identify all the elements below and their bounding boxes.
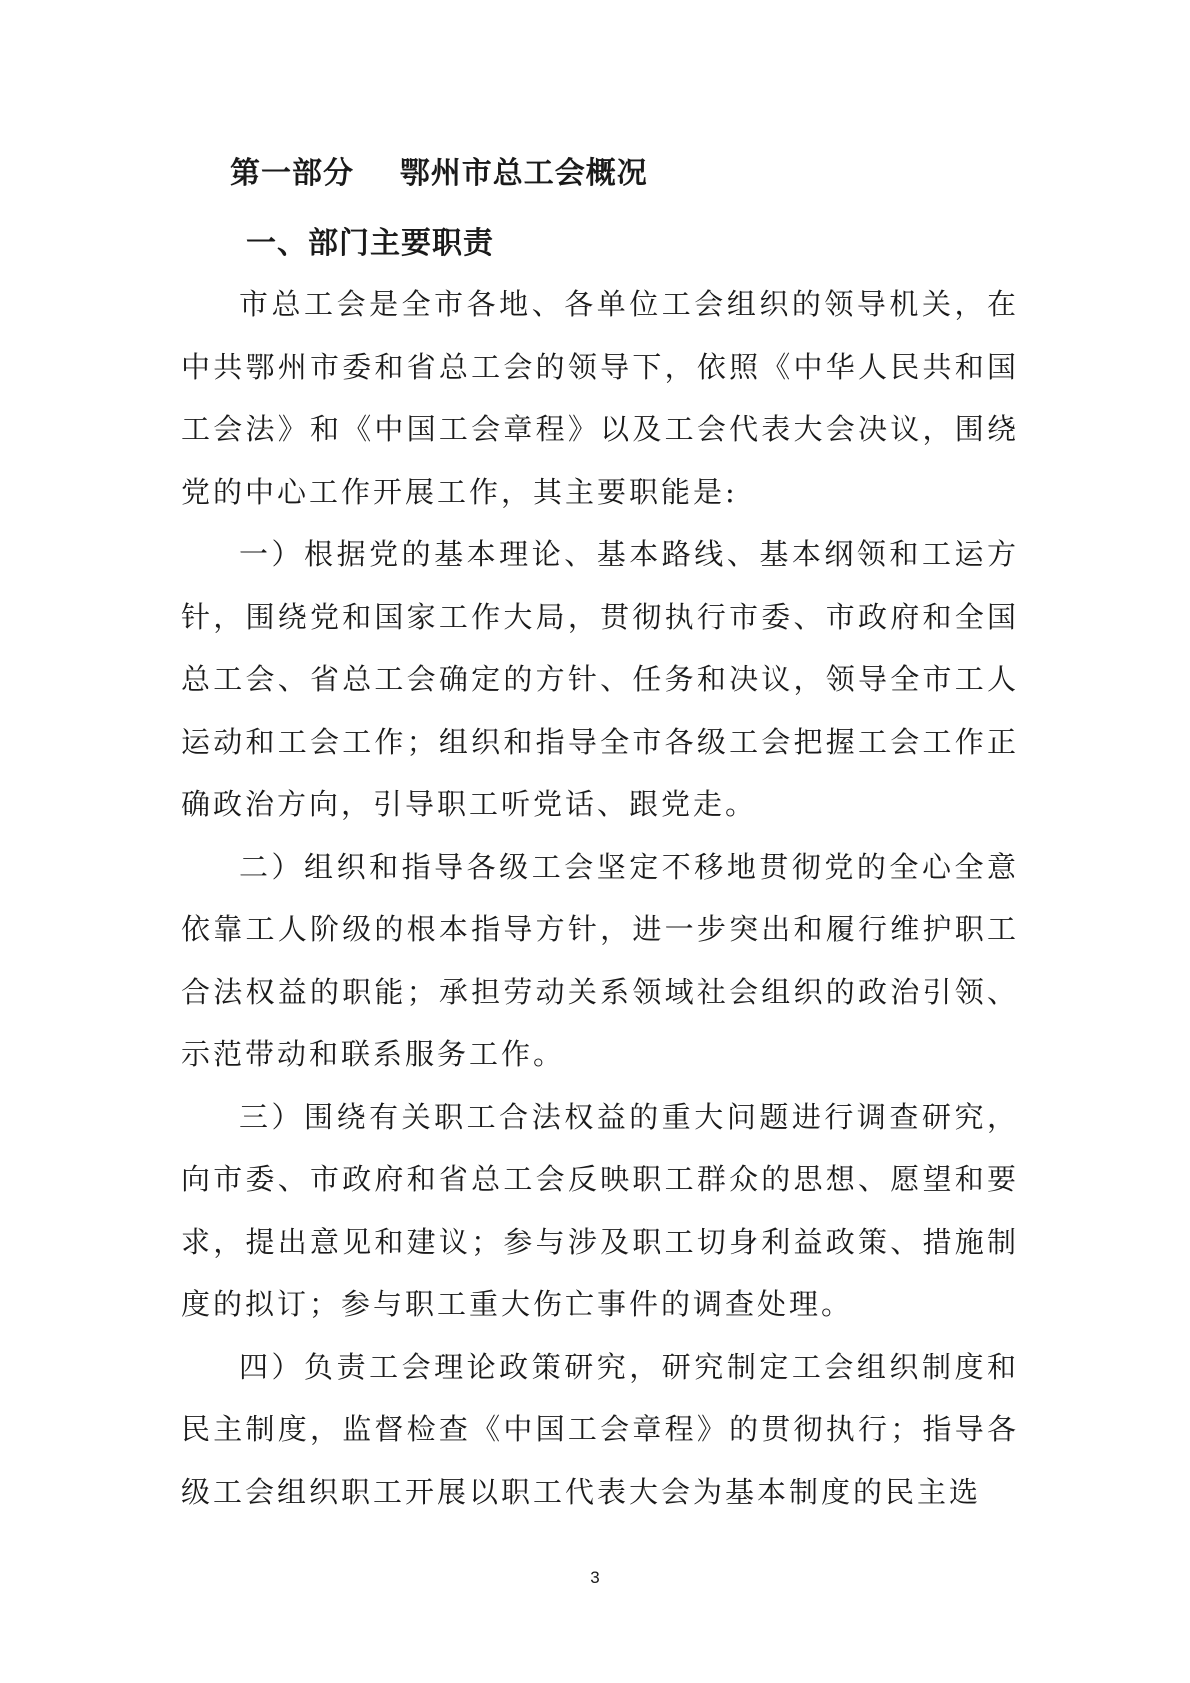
page-number: 3 <box>590 1568 600 1587</box>
paragraph-duty-1: 一）根据党的基本理论、基本路线、基本纲领和工运方针，围绕党和国家工作大局，贯彻执行市委、市政府和全国总工会、省总工会确定的方针、任务和决议，领导全市工人运动和工会工作；组织和指导全市各级工会把握工会工作正确政治方向，引导职工听党话、跟党走。 <box>181 537 1019 821</box>
section-title: 一、部门主要职责 <box>246 226 494 261</box>
part-title: 第一部分 鄂州市总工会概况 <box>230 156 648 191</box>
paragraph-duty-3: 三）围绕有关职工合法权益的重大问题进行调查研究，向市委、市政府和省总工会反映职工群众的思想、愿望和要求，提出意见和建议；参与涉及职工切身利益政策、措施制度的拟订；参与职工重大伤亡事件的调查处理。 <box>181 1099 1019 1321</box>
paragraph-duty-2: 二）组织和指导各级工会坚定不移地贯彻党的全心全意依靠工人阶级的根本指导方针，进一步突出和履行维护职工合法权益的职能；承担劳动关系领域社会组织的政治引领、示范带动和联系服务工作。 <box>181 849 1019 1071</box>
paragraph-duty-4: 四）负责工会理论政策研究，研究制定工会组织制度和民主制度，监督检查《中国工会章程》的贯彻执行；指导各级工会组织职工开展以职工代表大会为基本制度的民主选 <box>181 1349 1019 1509</box>
body-text <box>181 273 1019 1523</box>
paragraph-intro: 市总工会是全市各地、各单位工会组织的领导机关，在中共鄂州市委和省总工会的领导下，依照《中华人民共和国工会法》和《中国工会章程》以及工会代表大会决议，围绕党的中心工作开展工作，其主要职能是: <box>181 287 1019 509</box>
